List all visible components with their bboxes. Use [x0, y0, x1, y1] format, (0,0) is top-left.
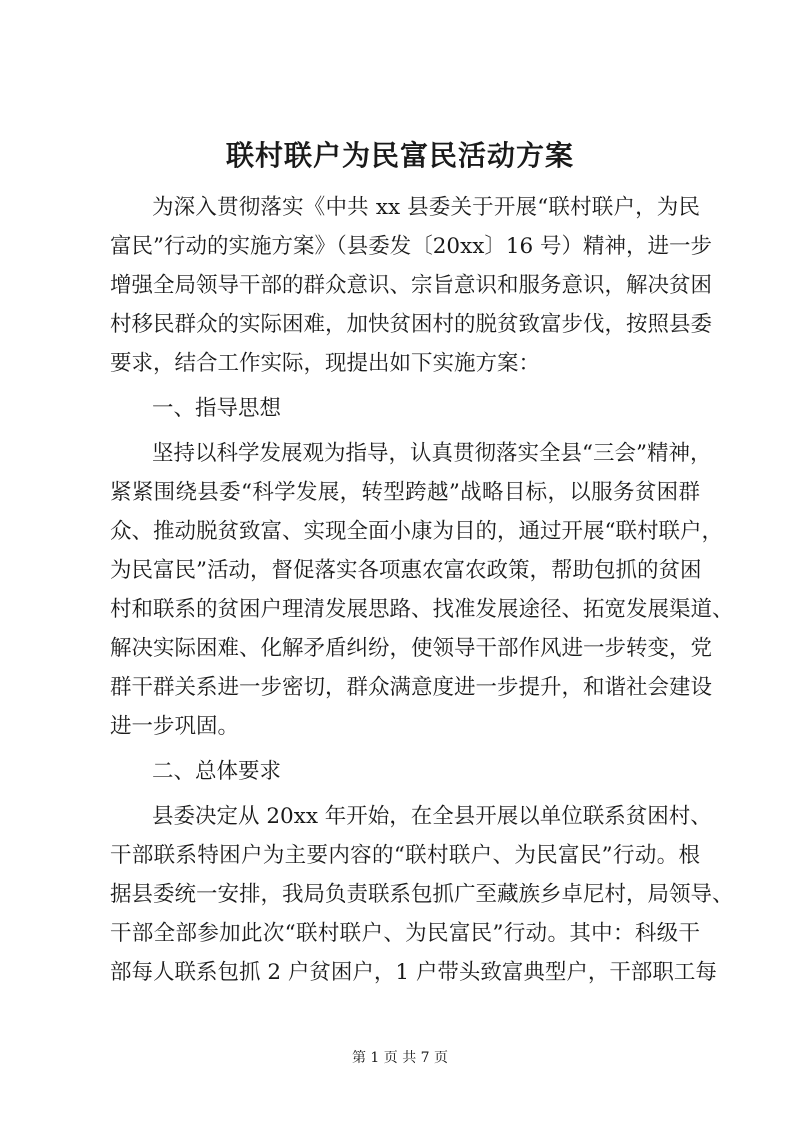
- section1-line-5: 村和联系的贫困户理清发展思路、找准发展途径、拓宽发展渠道、: [110, 597, 734, 622]
- section1-line-2: 紧紧围绕县委“科学发展，转型跨越”战略目标，以服务贫困群: [110, 480, 700, 505]
- section1-line-8: 进一步巩固。: [110, 714, 240, 739]
- section2-line-2: 干部联系特困户为主要内容的“联村联户、为民富民”行动。根: [110, 843, 700, 868]
- section-heading-guiding-thought: 一、指导思想: [152, 396, 282, 421]
- section1-line-6: 解决实际困难、化解矛盾纠纷，使领导干部作风进一步转变，党: [110, 636, 713, 661]
- section1-line-4: 为民富民”活动，督促落实各项惠农富农政策，帮助包抓的贫困: [110, 558, 702, 583]
- section2-line-1: 县委决定从 20xx 年开始，在全县开展以单位联系贫困村、: [152, 804, 712, 829]
- section1-line-7: 群干群关系进一步密切，群众满意度进一步提升，和谐社会建设: [110, 675, 713, 700]
- intro-line-2: 富民”行动的实施方案》（县委发〔20xx〕16 号）精神，进一步: [110, 234, 713, 259]
- intro-line-4: 村移民群众的实际困难，加快贫困村的脱贫致富步伐，按照县委: [110, 312, 713, 337]
- section2-line-5: 部每人联系包抓 2 户贫困户，1 户带头致富典型户，干部职工每: [110, 960, 717, 985]
- section1-line-1: 坚持以科学发展观为指导，认真贯彻落实全县“三会”精神，: [152, 441, 712, 466]
- document-title: 联村联户为民富民活动方案: [225, 139, 574, 172]
- section-heading-general-requirements: 二、总体要求: [152, 759, 282, 784]
- intro-line-3: 增强全局领导干部的群众意识、宗旨意识和服务意识，解决贫困: [110, 273, 713, 298]
- page-number-footer: 第 1 页 共 7 页: [351, 1050, 449, 1066]
- section2-line-3: 据县委统一安排，我局负责联系包抓广至藏族乡卓尼村，局领导、: [110, 882, 734, 907]
- intro-line-1: 为深入贯彻落实《中共 xx 县委关于开展“联村联户，为民: [152, 195, 700, 220]
- section1-line-3: 众、推动脱贫致富、实现全面小康为目的，通过开展“联村联户，: [110, 519, 723, 544]
- section2-line-4: 干部全部参加此次“联村联户、为民富民”行动。其中：科级干: [110, 921, 700, 946]
- intro-line-5: 要求，结合工作实际，现提出如下实施方案：: [110, 351, 541, 376]
